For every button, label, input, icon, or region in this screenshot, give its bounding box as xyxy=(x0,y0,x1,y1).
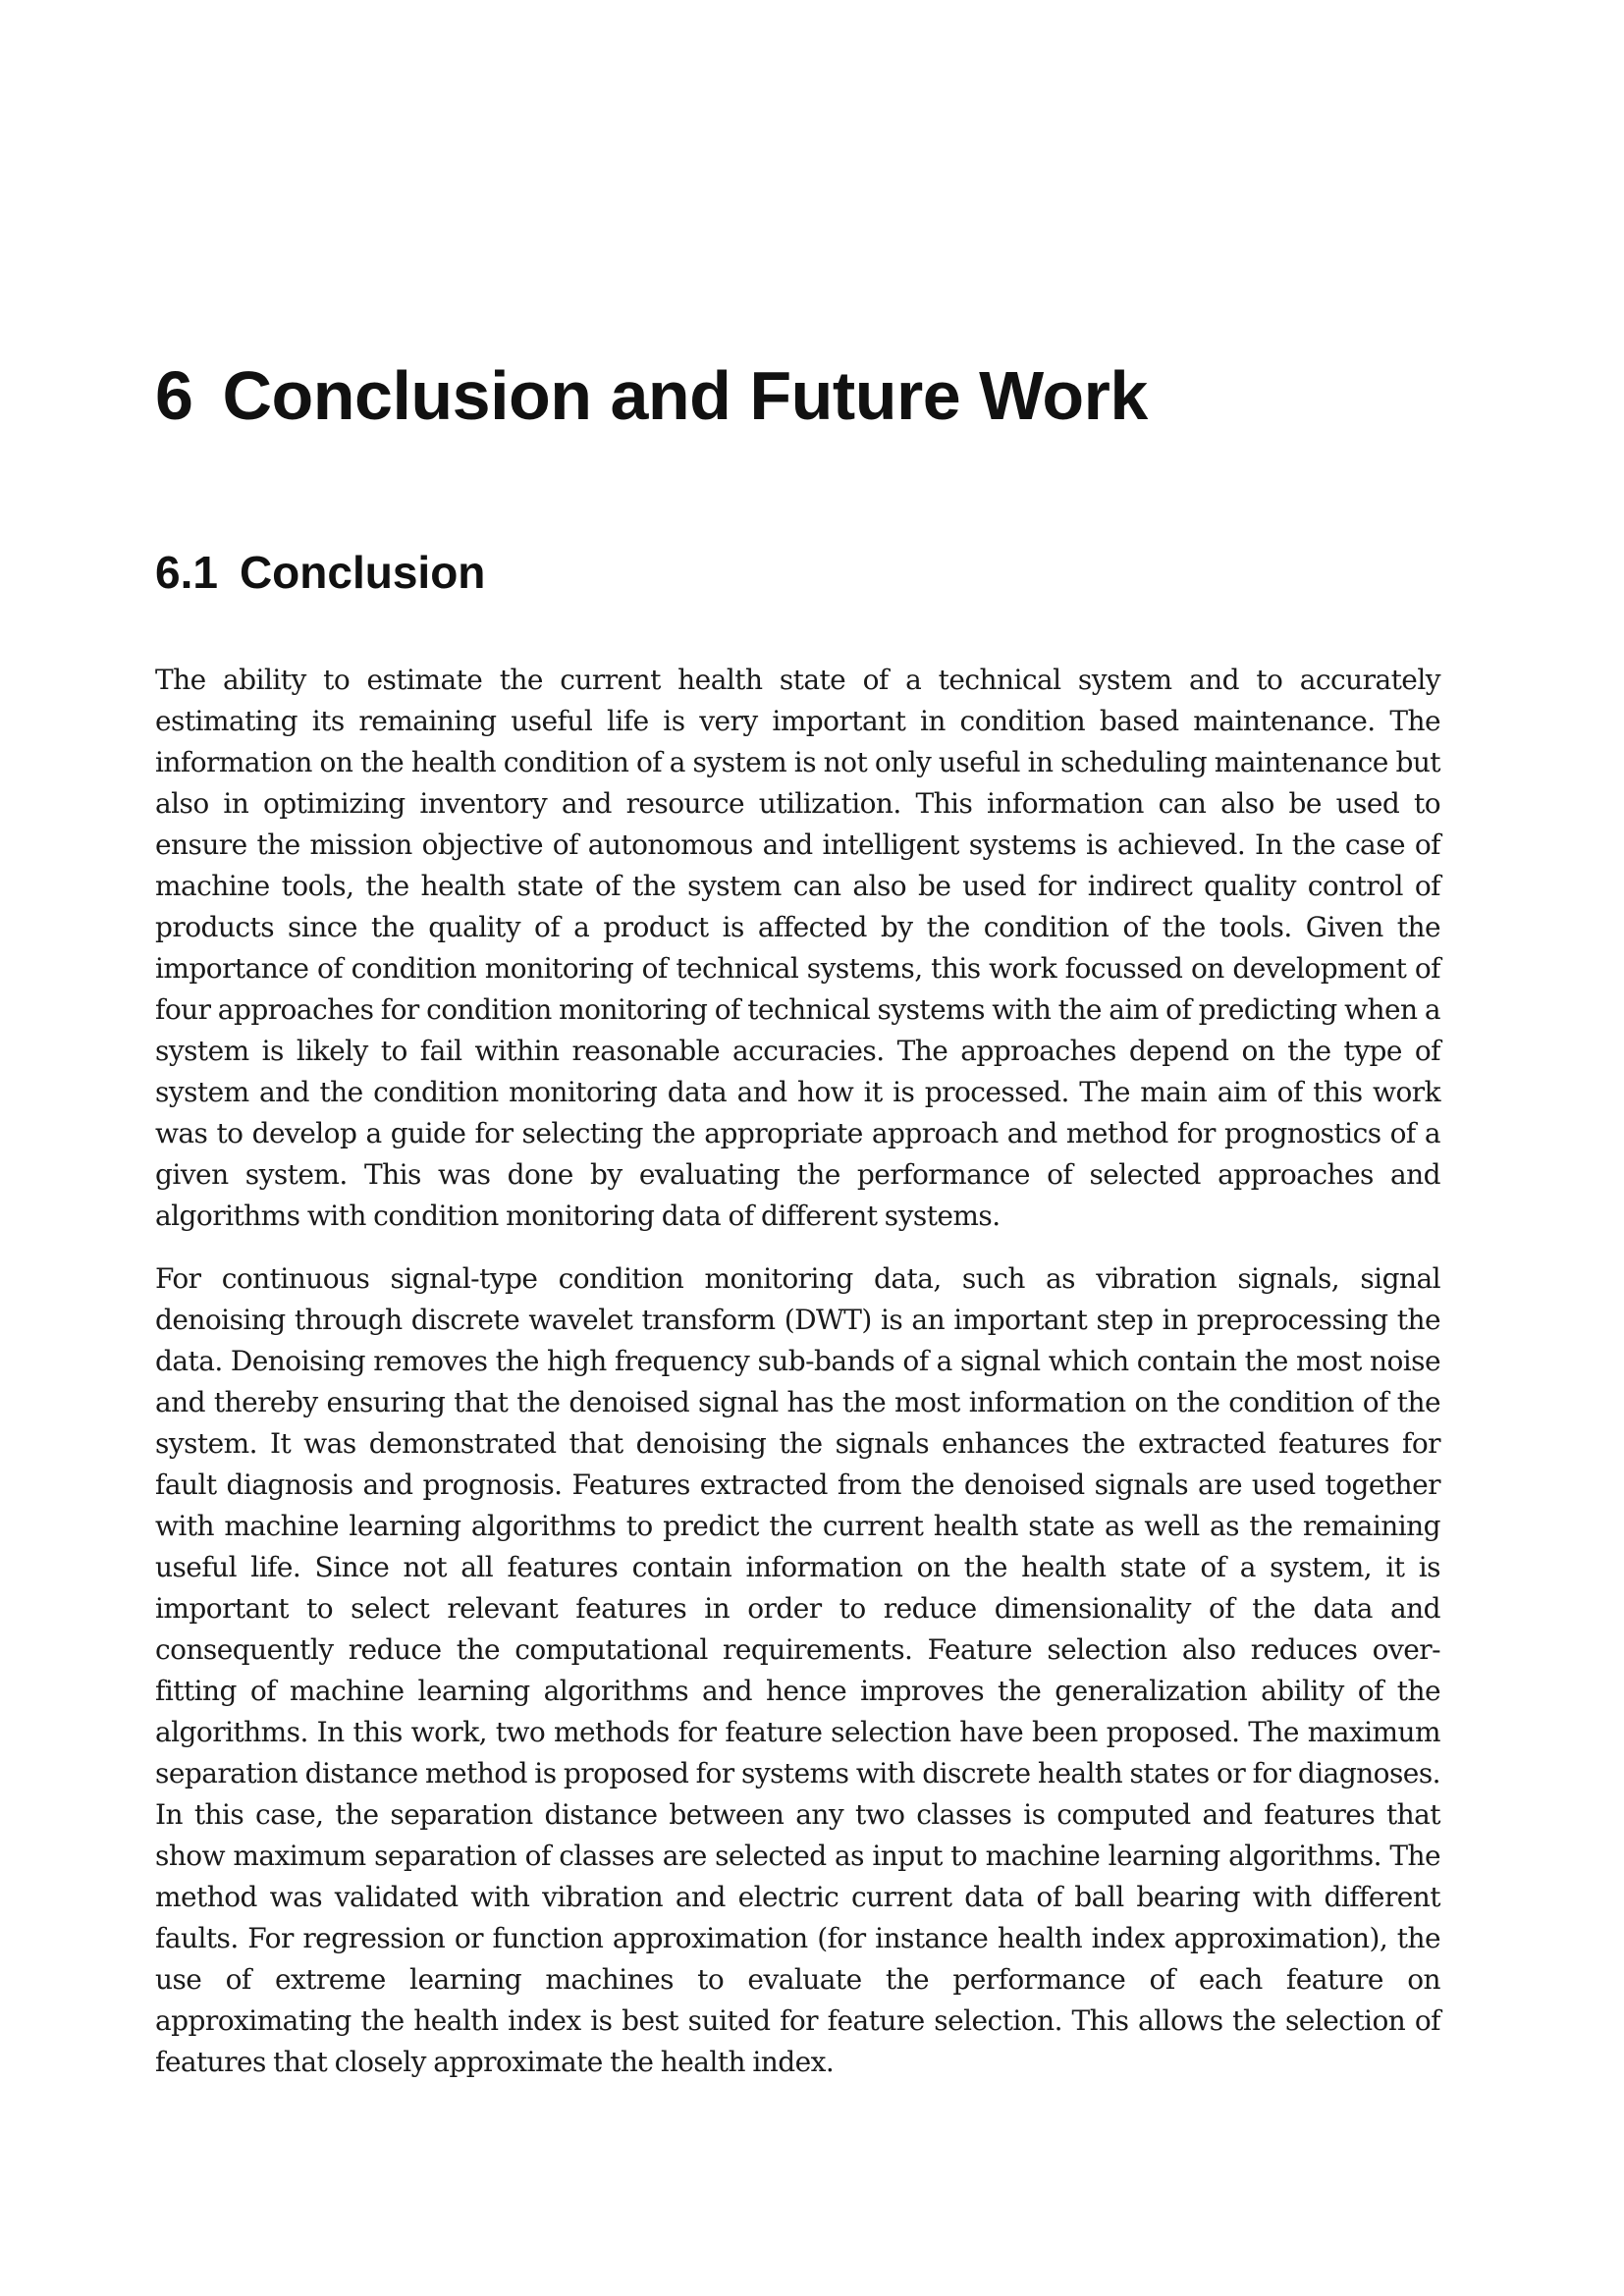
paragraph-1: The ability to estimate the current health state of a technical system and to accurately estimating its remaining useful life is very important in condition based maintenance. The information on the health condition of a system is not only useful in scheduling maintenance but also in optimizing inventory and resource utilization. This information can also be used to ensure the mission objective of autonomous and intelligent systems is achieved. In the case of machine tools, the health state of the system can also be used for indirect quality control of products since the quality of a product is affected by the condition of the tools. Given the importance of condition monitoring of technical systems, this work focussed on development of four approaches for condition monitoring of technical systems with the aim of predicting when a system is likely to fail within reasonable accuracies. The approaches depend on the type of system and the condition monitoring data and how it is processed. The main aim of this work was to develop a guide for selecting the appropriate approach and method for prognostics of a given system. This was done by evaluating the performance of selected approaches and algorithms with condition monitoring data of different systems. xyxy=(155,664,1440,1232)
paragraph-2: For continuous signal-type condition monitoring data, such as vibration signals, signal denoising through discrete wavelet transform (DWT) is an important step in preprocessing the data. Denoising removes the high frequency sub-bands of a signal which contain the most noise and thereby ensuring that the denoised signal has the most information on the condition of the system. It was demonstrated that denoising the signals enhances the extracted features for fault diagnosis and prognosis. Features extracted from the denoised signals are used together with machine learning algorithms to predict the current health state as well as the remaining useful life. Since not all features contain information on the health state of a system, it is important to select relevant features in order to reduce dimensionality of the data and consequently reduce the computational requirements. Feature selection also reduces over-fitting of machine learning algorithms and hence improves the generalization ability of the algorithms. In this work, two methods for feature selection have been proposed. The maximum separation distance method is proposed for systems with discrete health states or for diagnoses. In this case, the separation distance between any two classes is computed and features that show maximum separation of classes are selected as input to machine learning algorithms. The method was validated with vibration and electric current data of ball bearing with different faults. For regression or function approximation (for instance health index approximation), the use of extreme learning machines to evaluate the performance of each feature on approximating the health index is best suited for feature selection. This allows the selection of features that closely approximate the health index. xyxy=(155,1262,1440,2078)
section-heading xyxy=(155,547,486,598)
section-number: 6.1 xyxy=(155,547,218,598)
document-page xyxy=(155,0,1440,2296)
section-title: Conclusion xyxy=(239,547,486,598)
chapter-heading xyxy=(155,357,1148,434)
body-text xyxy=(155,660,1440,2105)
chapter-number: 6 xyxy=(155,357,193,434)
chapter-title: Conclusion and Future Work xyxy=(222,357,1148,434)
